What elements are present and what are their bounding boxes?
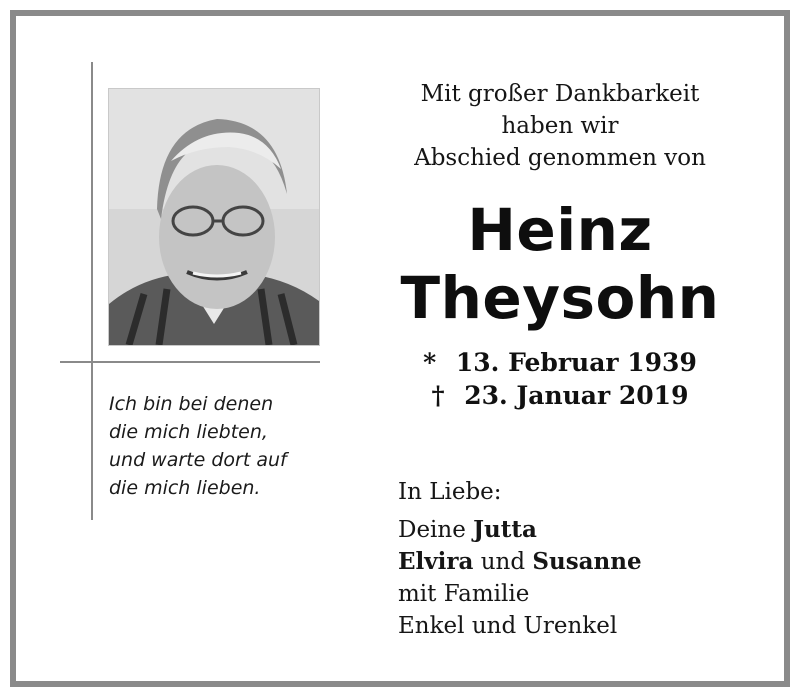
last-name: Theysohn [400, 264, 720, 332]
death-date: 23. Januar 2019 [464, 381, 689, 410]
intro-line: Mit großer Dankbarkeit [420, 81, 700, 107]
quote-line: die mich liebten, [109, 421, 268, 443]
mourners-heading: In Liebe: [398, 479, 502, 505]
vertical-rule [91, 62, 93, 520]
quote-line: Ich bin bei denen [109, 393, 274, 415]
horizontal-rule [60, 361, 320, 363]
quote-block [109, 390, 349, 502]
intro-line: haben wir [501, 113, 619, 139]
first-name: Heinz [467, 196, 653, 264]
birth-date: 13. Februar 1939 [455, 348, 697, 377]
birth-star-icon: * [423, 348, 437, 377]
mourner-line: mit Familie [398, 581, 530, 607]
birth-date-row [370, 346, 750, 379]
mourner-name: Susanne [532, 548, 642, 575]
portrait-photo [108, 88, 320, 346]
intro-line: Abschied genommen von [414, 145, 706, 171]
deceased-name [370, 196, 750, 332]
mourners-block [398, 476, 758, 642]
mourner-line: Elvira und Susanne [398, 548, 642, 575]
intro-text [370, 78, 750, 174]
mourner-line: Deine Jutta [398, 516, 537, 543]
mourner-name: Jutta [473, 516, 537, 543]
life-dates [370, 346, 750, 412]
death-date-row [370, 379, 750, 412]
quote-line: und warte dort auf [109, 449, 287, 471]
mourner-line: Enkel und Urenkel [398, 613, 618, 639]
mourner-name: Elvira [398, 548, 474, 575]
quote-line: die mich lieben. [109, 477, 261, 499]
cross-icon: † [431, 381, 445, 410]
